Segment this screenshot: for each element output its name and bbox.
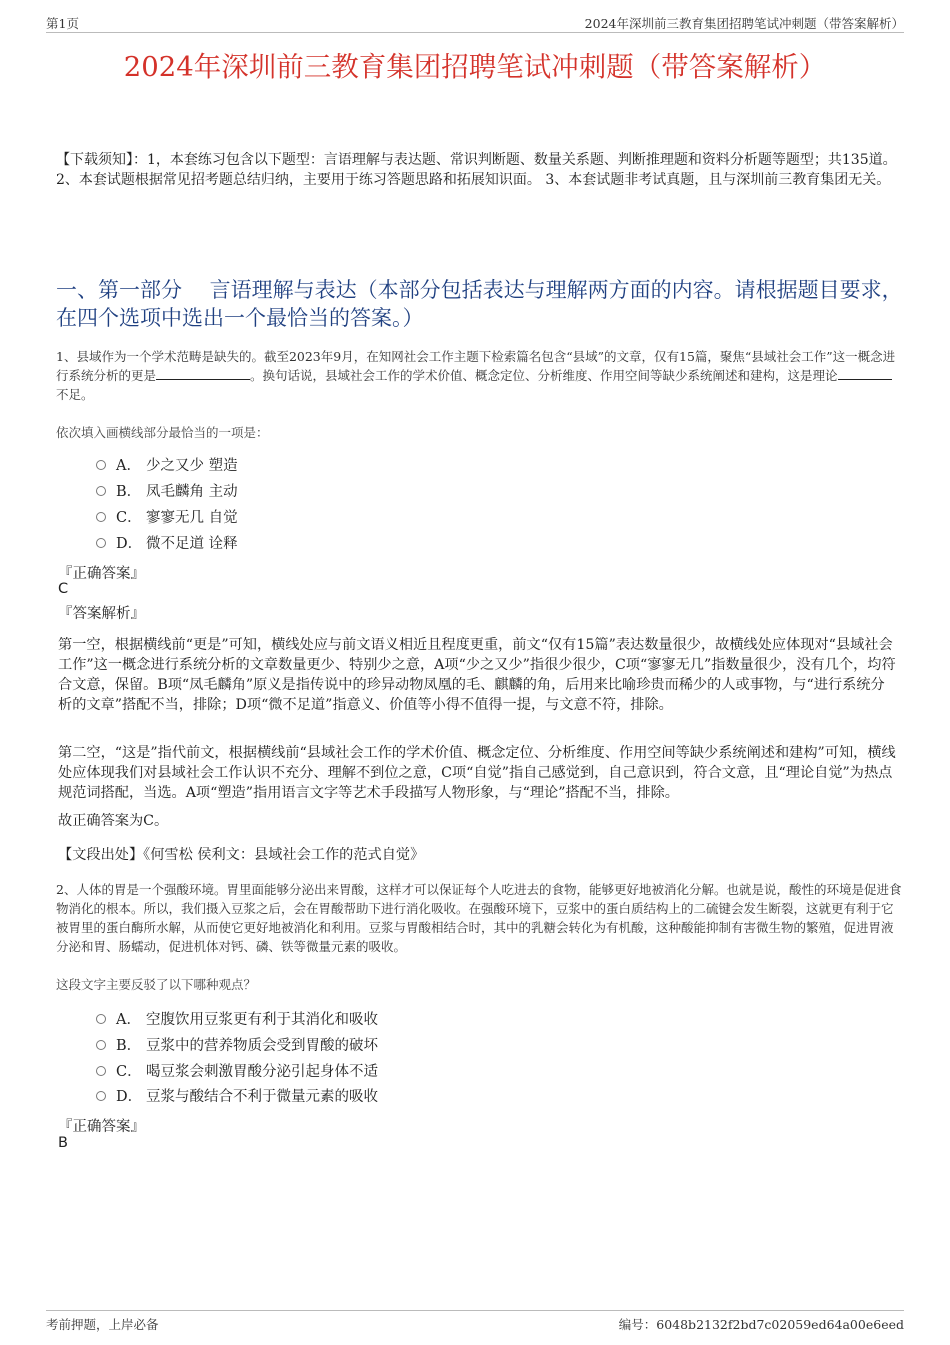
question-1-explain-p2: 第二空，“这是”指代前文，根据横线前“县域社会工作的学术价值、概念定位、分析维度、作用空间等缺少系统阐述和建构”可知，横线处应体现我们对县域社会工作认识不充分、理解不到位之意，C项“自觉”指自己感觉到，自己意识到，符合文意，且“理论自觉”为热点规范词搭配，当选。A项“塑造”指用语言文字等艺术手段描写人物形象，与“理论”搭配不当，排除。 [58,745,896,801]
question-1-text [56,347,902,404]
footer-slogan: 考前押题，上岸必备 [46,1317,159,1332]
radio-icon[interactable] [96,460,106,470]
page-header [46,14,904,33]
section-title: 一、第一部分 言语理解与表达（本部分包括表达与理解两方面的内容。请根据题目要求，在四个选项中选出一个最恰当的答案。） [56,278,903,330]
question-1-explain-label: 『答案解析』 [58,606,145,622]
header-doc-title: 2024年深圳前三教育集团招聘笔试冲刺题（带答案解析） [584,16,904,31]
radio-icon[interactable] [96,1040,106,1050]
footer-serial: 编号：6048b2132f2bd7c02059ed64a00e6eed [618,1317,904,1332]
question-2-answer: B [58,1135,68,1151]
question-1-blank-2 [838,367,892,380]
download-notice: 【下载须知】：1，本套练习包含以下题型：言语理解与表达题、常识判断题、数量关系题、判断推理题和资料分析题等题型；共135道。 2、本套试题根据常见招考题总结归纳，主要用于练习答题思路和拓展知识面。 3、本套试题非考试真题，且与深圳前三教育集团无关。 [56,152,897,188]
question-1-text-part-c: 不足。 [56,387,94,402]
question-1-explain-p1: 第一空，根据横线前“更是”可知，横线处应与前文语义相近且程度更重，前文“仅有15篇”表达数量很少，故横线处应体现对“县域社会工作”这一概念进行系统分析的文章数量更少、特别少之意，A项“少之又少”指很少很少，C项“寥寥无几”指数量很少，没有几个，均符合文意，保留。B项“凤毛麟角”原义是指传说中的珍异动物凤凰的毛、麒麟的角，后用来比喻珍贵而稀少的人或事物，与“进行系统分析的文章”搭配不当，排除；D项“微不足道”指意义、价值等小得不值得一提，与文意不符，排除。 [58,637,896,713]
radio-icon[interactable] [96,512,106,522]
radio-icon[interactable] [96,1014,106,1024]
page-number: 第1页 [46,16,79,31]
radio-icon[interactable] [96,1091,106,1101]
question-1-answer-label: 『正确答案』 [58,566,145,582]
question-2-ask: 这段文字主要反驳了以下哪种观点？ [56,977,257,992]
question-2-text: 2、人体的胃是一个强酸环境。胃里面能够分泌出来胃酸，这样才可以保证每个人吃进去的食物，能够更好地被消化分解。也就是说，酸性的环境是促进食物消化的根本。所以，我们摄入豆浆之后，会在胃酸帮助下进行消化吸收。在强酸环境下，豆浆中的蛋白质结构上的二硫键会发生断裂，这就更有利于它被胃里的蛋白酶所水解，从而使它更好地被消化和利用。豆浆与胃酸相结合时，其中的乳糖会转化为有机酸，这种酸能抑制有害微生物的繁殖，促进胃液分泌和胃、肠蠕动，促进机体对钙、磷、铁等微量元素的吸收。 [56,882,902,954]
question-1-text-part-b: 。换句话说，县域社会工作的学术价值、概念定位、分析维度、作用空间等缺少系统阐述和建构，这是理论 [250,368,838,383]
question-1-option-a[interactable]: A． 少之又少 塑造 [96,456,238,476]
question-2-option-c[interactable]: C． 喝豆浆会刺激胃酸分泌引起身体不适 [96,1062,378,1082]
document-title: 2024年深圳前三教育集团招聘笔试冲刺题（带答案解析） [123,51,827,83]
radio-icon[interactable] [96,538,106,548]
question-1-option-b[interactable]: B． 凤毛麟角 主动 [96,482,238,502]
question-1-text-part-a: 1、县域作为一个学术范畴是缺失的。截至2023年9月，在知网社会工作主题下检索篇名包含“县域”的文章，仅有15篇，聚焦“县域社会工作”这一概念进行系统分析的更是 [56,349,896,383]
question-1-option-d[interactable]: D． 微不足道 诠释 [96,534,238,554]
page-footer [46,1310,904,1333]
radio-icon[interactable] [96,1066,106,1076]
question-1-source: 【文段出处】《何雪松 侯利文：县域社会工作的范式自觉》 [58,847,425,863]
question-2-answer-label: 『正确答案』 [58,1119,145,1135]
question-2-option-b[interactable]: B． 豆浆中的营养物质会受到胃酸的破坏 [96,1036,378,1056]
question-1-answer: C [58,581,69,597]
question-1-option-c[interactable]: C． 寥寥无几 自觉 [96,508,238,528]
question-2-option-a[interactable]: A． 空腹饮用豆浆更有利于其消化和吸收 [96,1010,378,1030]
question-1-blank-1 [156,367,250,380]
question-1-explain-p3: 故正确答案为C。 [58,813,169,829]
question-1-ask: 依次填入画横线部分最恰当的一项是： [56,425,269,440]
question-2-option-d[interactable]: D． 豆浆与酸结合不利于微量元素的吸收 [96,1087,378,1107]
radio-icon[interactable] [96,486,106,496]
